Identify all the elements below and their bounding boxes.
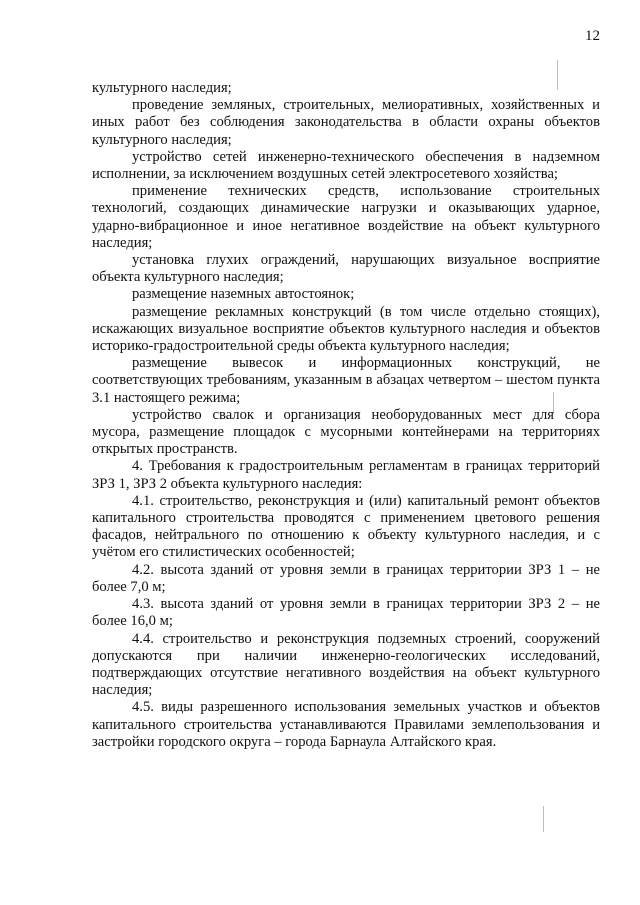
paragraph: проведение земляных, строительных, мелиоративных, хозяйственных и иных работ без соблюдения законодательства в области охраны объектов культурного наследия; (92, 97, 600, 148)
paragraph: 4.2. высота зданий от уровня земли в границах территории ЗРЗ 1 – не более 7,0 м; (92, 561, 600, 595)
paragraph: размещение вывесок и информационных конструкций, не соответствующих требованиям, указанным в абзацах четвертом – шестом пункта 3.1 настоящего режима; (92, 355, 600, 406)
paragraph: размещение рекламных конструкций (в том числе отдельно стоящих), искажающих визуальное восприятие объектов культурного наследия и объектов историко-градостроительной среды объекта культурного наследия; (92, 303, 600, 355)
paragraph: размещение наземных автостоянок; (132, 286, 355, 303)
section-heading: 4. Требования к градостроительным регламентам в границах территорий ЗРЗ 1, ЗРЗ 2 объекта культурного наследия: (92, 458, 600, 492)
paragraph: 4.4. строительство и реконструкция подземных строений, сооружений допускаются при наличии инженерно-геологических исследований, подтверждающих отсутствие негативного воздействия на объект культурного наследия; (92, 630, 600, 699)
paragraph: установка глухих ограждений, нарушающих визуальное восприятие объекта культурного наследия; (92, 252, 600, 286)
page-number: 12 (585, 28, 600, 44)
paragraph: 4.1. строительство, реконструкция и (или) капитальный ремонт объектов капитального строительства проводятся с применением цветового решения фасадов, нейтрального по отношению к объекту культурного наследия, и с учётом его стилистических особенностей; (92, 492, 600, 561)
paragraph: применение технических средств, использование строительных технологий, создающих динамические нагрузки и оказывающих ударное, ударно-вибрационное и иное негативное воздействие на объект культурного наследия; (92, 183, 600, 251)
paragraph: устройство сетей инженерно-технического обеспечения в надземном исполнении, за исключением воздушных сетей электросетевого хозяйства; (92, 148, 600, 183)
paragraph: устройство свалок и организация необорудованных мест для сбора мусора, размещение площадок с мусорными контейнерами на территориях открытых пространств. (92, 406, 600, 458)
paragraph: культурного наследия; (92, 80, 232, 96)
paragraph: 4.3. высота зданий от уровня земли в границах территории ЗРЗ 2 – не более 16,0 м; (92, 596, 600, 630)
document-body (92, 80, 600, 751)
scan-artifact-line (543, 806, 544, 832)
paragraph: 4.5. виды разрешенного использования земельных участков и объектов капитального строительства устанавливаются Правилами землепользования и застройки городского округа – города Барнаула Алтайского края. (92, 699, 600, 750)
